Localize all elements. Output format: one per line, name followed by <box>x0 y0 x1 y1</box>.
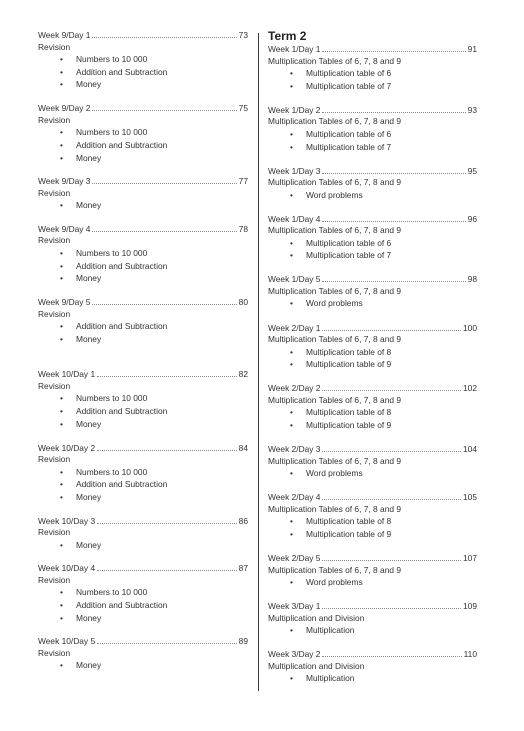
toc-entry <box>38 103 248 164</box>
toc-entry-title: Week 2/Day 5 <box>268 553 321 564</box>
toc-topic-text: Money <box>76 200 102 211</box>
toc-entry <box>268 601 477 637</box>
toc-entry-line[interactable] <box>38 516 248 528</box>
toc-topic-item <box>38 247 248 260</box>
bullet-icon: • <box>60 612 63 623</box>
toc-entry <box>268 214 477 262</box>
toc-entry-line[interactable] <box>38 30 248 42</box>
toc-dot-leader <box>97 636 237 644</box>
toc-page-number: 109 <box>463 601 477 612</box>
toc-topic-text: Addition and Subtraction <box>76 600 168 611</box>
toc-topic-text: Numbers to 10 000 <box>76 247 148 258</box>
toc-entry-subtitle: Revision <box>38 235 71 246</box>
toc-entry-subtitle: Revision <box>38 187 71 198</box>
toc-entry <box>38 30 248 91</box>
toc-topic-item <box>38 53 248 66</box>
toc-topic-list <box>268 672 477 685</box>
toc-topic-text: Addition and Subtraction <box>76 321 168 332</box>
bullet-icon: • <box>290 346 293 357</box>
toc-topic-list <box>268 624 477 637</box>
toc-entry-title: Week 1/Day 4 <box>268 213 321 224</box>
toc-entry-line[interactable] <box>268 44 477 56</box>
toc-topic-text: Addition and Subtraction <box>76 66 168 77</box>
toc-topic-item <box>38 405 248 418</box>
bullet-icon: • <box>60 66 63 77</box>
bullet-icon: • <box>60 491 63 502</box>
toc-entry-line[interactable] <box>38 224 248 236</box>
toc-dot-leader <box>92 176 236 184</box>
toc-topic-text: Numbers to 10 000 <box>76 393 148 404</box>
toc-entry-title: Week 3/Day 2 <box>268 649 321 660</box>
toc-topic-item <box>38 491 248 504</box>
toc-topic-item <box>38 139 248 152</box>
toc-right-column <box>268 30 477 697</box>
toc-topic-list <box>38 586 248 624</box>
toc-topic-text: Multiplication <box>306 673 355 684</box>
toc-topic-item <box>38 78 248 91</box>
toc-dot-leader <box>322 601 461 609</box>
toc-topic-item <box>268 80 477 93</box>
toc-topic-text: Numbers to 10 000 <box>76 54 148 64</box>
toc-page-number: 84 <box>238 442 248 453</box>
bullet-icon: • <box>60 54 63 64</box>
toc-topic-list <box>268 467 477 480</box>
toc-entry-title: Week 10/Day 3 <box>38 515 96 526</box>
toc-topic-text: Multiplication table of 8 <box>306 346 392 357</box>
toc-topic-text: Word problems <box>306 577 363 588</box>
toc-entry-subtitle: Revision <box>38 114 71 125</box>
toc-entry-subtitle: Revision <box>38 380 71 391</box>
toc-topic-text: Money <box>76 612 102 623</box>
toc-topic-item <box>268 406 477 419</box>
toc-entry-line[interactable] <box>268 553 477 565</box>
toc-entry <box>268 492 477 540</box>
toc-entry <box>268 383 477 431</box>
toc-page-number: 73 <box>238 30 248 40</box>
bullet-icon: • <box>290 407 293 418</box>
toc-topic-item <box>38 66 248 79</box>
toc-topic-list <box>268 67 477 92</box>
toc-entry-title: Week 10/Day 5 <box>38 636 96 647</box>
toc-topic-text: Addition and Subtraction <box>76 139 168 150</box>
toc-entry-line[interactable] <box>38 369 248 381</box>
toc-entry <box>38 176 248 212</box>
toc-dot-leader <box>322 166 465 174</box>
toc-entry-subtitle: Revision <box>38 308 71 319</box>
bullet-icon: • <box>60 321 63 332</box>
toc-entry-title: Week 1/Day 2 <box>268 104 321 115</box>
toc-topic-text: Money <box>76 79 102 90</box>
toc-entry-subtitle: Multiplication Tables of 6, 7, 8 and 9 <box>268 225 401 236</box>
toc-topic-text: Multiplication table of 7 <box>306 250 392 261</box>
toc-topic-text: Multiplication table of 7 <box>306 141 392 152</box>
bullet-icon: • <box>60 406 63 417</box>
toc-topic-text: Addition and Subtraction <box>76 479 168 490</box>
toc-page-number: 86 <box>238 515 248 526</box>
toc-entry-line[interactable] <box>38 563 248 575</box>
toc-page-number: 93 <box>467 104 477 115</box>
toc-topic-item <box>268 189 477 202</box>
toc-topic-item <box>268 237 477 250</box>
toc-page-number: 105 <box>463 492 477 503</box>
toc-topic-list <box>38 126 248 164</box>
toc-topic-list <box>38 320 248 345</box>
toc-dot-leader <box>92 103 236 111</box>
toc-topic-text: Money <box>76 333 102 344</box>
toc-topic-list <box>268 576 477 589</box>
toc-dot-leader <box>322 44 465 52</box>
toc-entry <box>38 224 248 285</box>
bullet-icon: • <box>60 333 63 344</box>
toc-topic-text: Addition and Subtraction <box>76 406 168 417</box>
toc-entry <box>268 44 477 92</box>
toc-page-number: 107 <box>463 553 477 564</box>
toc-topic-item <box>38 586 248 599</box>
term-heading: Term 2 <box>268 29 307 43</box>
toc-page-number: 104 <box>463 444 477 455</box>
toc-entry-title: Week 1/Day 5 <box>268 274 321 285</box>
toc-entry-title: Week 1/Day 1 <box>268 44 321 54</box>
toc-entry-title: Week 9/Day 4 <box>38 223 91 234</box>
toc-page-number: 89 <box>238 636 248 647</box>
toc-entry-title: Week 2/Day 4 <box>268 492 321 503</box>
toc-entry-line[interactable] <box>268 649 477 661</box>
toc-topic-list <box>268 128 477 153</box>
toc-entry-subtitle: Multiplication Tables of 6, 7, 8 and 9 <box>268 285 401 296</box>
toc-dot-leader <box>92 30 236 38</box>
toc-entry <box>38 636 248 672</box>
toc-entry-subtitle: Multiplication Tables of 6, 7, 8 and 9 <box>268 116 401 127</box>
toc-topic-text: Word problems <box>306 298 363 309</box>
toc-entry-subtitle: Multiplication Tables of 6, 7, 8 and 9 <box>268 55 401 66</box>
bullet-icon: • <box>290 237 293 248</box>
toc-topic-text: Multiplication table of 8 <box>306 516 392 527</box>
toc-topic-text: Multiplication table of 9 <box>306 420 392 431</box>
bullet-icon: • <box>290 189 293 200</box>
bullet-icon: • <box>60 466 63 477</box>
toc-entry-title: Week 2/Day 3 <box>268 444 321 455</box>
toc-topic-text: Word problems <box>306 468 363 479</box>
toc-entry-title: Week 9/Day 3 <box>38 176 91 187</box>
toc-topic-text: Multiplication <box>306 625 355 636</box>
toc-dot-leader <box>322 105 465 113</box>
toc-entry <box>268 274 477 310</box>
toc-topic-list <box>268 515 477 540</box>
toc-dot-leader <box>322 492 461 500</box>
toc-topic-item <box>38 612 248 625</box>
toc-entry-title: Week 2/Day 1 <box>268 322 321 333</box>
toc-topic-item <box>268 141 477 154</box>
toc-topic-item <box>268 128 477 141</box>
toc-page-number: 80 <box>238 297 248 308</box>
toc-entry-subtitle: Revision <box>38 647 71 658</box>
toc-topic-item <box>38 466 248 479</box>
toc-topic-text: Word problems <box>306 189 363 200</box>
bullet-icon: • <box>60 152 63 163</box>
toc-entry-subtitle: Multiplication Tables of 6, 7, 8 and 9 <box>268 564 401 575</box>
toc-entry-line[interactable] <box>38 443 248 455</box>
bullet-icon: • <box>60 273 63 284</box>
toc-entry-subtitle: Multiplication Tables of 6, 7, 8 and 9 <box>268 455 401 466</box>
toc-entry-line[interactable] <box>38 176 248 188</box>
toc-topic-text: Money <box>76 660 102 671</box>
toc-entry <box>268 553 477 589</box>
toc-topic-item <box>268 515 477 528</box>
toc-entry-line[interactable] <box>268 492 477 504</box>
bullet-icon: • <box>290 80 293 91</box>
toc-entry-subtitle: Multiplication Tables of 6, 7, 8 and 9 <box>268 177 401 188</box>
toc-entry <box>38 443 248 504</box>
bullet-icon: • <box>290 420 293 431</box>
toc-dot-leader <box>97 443 237 451</box>
toc-page-number: 78 <box>238 223 248 234</box>
bullet-icon: • <box>60 418 63 429</box>
toc-entry-line[interactable] <box>268 601 477 613</box>
toc-topic-item <box>268 346 477 359</box>
toc-page-number: 87 <box>238 563 248 574</box>
toc-topic-item <box>268 67 477 80</box>
bullet-icon: • <box>290 673 293 684</box>
toc-dot-leader <box>322 274 465 282</box>
toc-topic-list <box>38 53 248 91</box>
toc-topic-item <box>38 260 248 273</box>
toc-dot-leader <box>322 383 461 391</box>
toc-topic-text: Multiplication table of 9 <box>306 528 392 539</box>
toc-entry-title: Week 2/Day 2 <box>268 383 321 394</box>
toc-entry <box>268 166 477 202</box>
bullet-icon: • <box>60 660 63 671</box>
toc-entry-title: Week 9/Day 1 <box>38 30 91 40</box>
toc-topic-text: Numbers to 10 000 <box>76 587 148 598</box>
toc-entry-subtitle: Multiplication Tables of 6, 7, 8 and 9 <box>268 394 401 405</box>
toc-entry <box>268 105 477 153</box>
bullet-icon: • <box>60 127 63 138</box>
toc-topic-item <box>268 297 477 310</box>
toc-entry-subtitle: Multiplication and Division <box>268 612 365 623</box>
toc-topic-list <box>38 539 248 552</box>
toc-entry <box>38 369 248 430</box>
toc-entry-line[interactable] <box>38 636 248 648</box>
toc-entry-line[interactable] <box>268 323 477 335</box>
bullet-icon: • <box>60 587 63 598</box>
toc-topic-item <box>268 528 477 541</box>
toc-topic-item <box>38 272 248 285</box>
toc-entry-title: Week 3/Day 1 <box>268 601 321 612</box>
bullet-icon: • <box>290 141 293 152</box>
toc-topic-item <box>268 419 477 432</box>
toc-page-number: 96 <box>467 213 477 224</box>
bullet-icon: • <box>290 250 293 261</box>
toc-topic-item <box>38 418 248 431</box>
toc-entry <box>268 444 477 480</box>
toc-entry <box>38 297 248 345</box>
toc-page-number: 91 <box>467 44 477 54</box>
toc-entry-subtitle: Revision <box>38 527 71 538</box>
bullet-icon: • <box>290 625 293 636</box>
toc-entry-line[interactable] <box>268 214 477 226</box>
toc-topic-item <box>38 126 248 139</box>
bullet-icon: • <box>60 247 63 258</box>
bullet-icon: • <box>290 68 293 78</box>
toc-topic-list <box>38 466 248 504</box>
toc-dot-leader <box>92 224 236 232</box>
toc-topic-item <box>268 467 477 480</box>
toc-entry-line[interactable] <box>268 444 477 456</box>
toc-topic-list <box>38 659 248 672</box>
toc-entry-title: Week 10/Day 4 <box>38 563 96 574</box>
toc-topic-item <box>268 672 477 685</box>
toc-dot-leader <box>322 323 461 331</box>
toc-dot-leader <box>322 553 461 561</box>
toc-topic-text: Multiplication table of 7 <box>306 80 392 91</box>
toc-topic-text: Money <box>76 539 102 550</box>
bullet-icon: • <box>60 79 63 90</box>
toc-topic-item <box>38 320 248 333</box>
toc-topic-item <box>268 576 477 589</box>
toc-page-number: 75 <box>238 103 248 114</box>
toc-topic-text: Money <box>76 152 102 163</box>
bullet-icon: • <box>60 600 63 611</box>
toc-topic-item <box>38 599 248 612</box>
toc-topic-item <box>38 659 248 672</box>
toc-entry-title: Week 10/Day 1 <box>38 369 96 380</box>
toc-topic-list <box>268 237 477 262</box>
toc-topic-list <box>268 406 477 431</box>
toc-entry-subtitle: Revision <box>38 574 71 585</box>
bullet-icon: • <box>60 479 63 490</box>
toc-dot-leader <box>322 444 461 452</box>
toc-topic-list <box>268 297 477 310</box>
toc-entry-title: Week 9/Day 5 <box>38 297 91 308</box>
toc-entry-line[interactable] <box>38 297 248 309</box>
toc-entry-subtitle: Multiplication Tables of 6, 7, 8 and 9 <box>268 503 401 514</box>
toc-topic-text: Multiplication table of 8 <box>306 407 392 418</box>
toc-entry <box>268 323 477 371</box>
bullet-icon: • <box>60 260 63 271</box>
toc-entry-subtitle: Revision <box>38 41 71 52</box>
toc-page-number: 100 <box>463 322 477 333</box>
toc-entry-line[interactable] <box>268 105 477 117</box>
toc-topic-text: Money <box>76 273 102 284</box>
toc-entry-title: Week 9/Day 2 <box>38 103 91 114</box>
toc-topic-item <box>268 624 477 637</box>
toc-topic-text: Multiplication table of 9 <box>306 359 392 370</box>
toc-entry-subtitle: Revision <box>38 454 71 465</box>
bullet-icon: • <box>290 528 293 539</box>
toc-topic-text: Numbers to 10 000 <box>76 127 148 138</box>
toc-topic-list <box>38 392 248 430</box>
toc-entry-subtitle: Multiplication and Division <box>268 660 365 671</box>
bullet-icon: • <box>60 139 63 150</box>
toc-dot-leader <box>322 649 461 657</box>
toc-entry-line[interactable] <box>268 166 477 178</box>
toc-entry-line[interactable] <box>268 383 477 395</box>
toc-topic-item <box>38 478 248 491</box>
toc-page-number: 98 <box>467 274 477 285</box>
bullet-icon: • <box>60 200 63 211</box>
column-divider <box>258 33 259 691</box>
bullet-icon: • <box>290 516 293 527</box>
toc-left-column <box>38 30 248 684</box>
toc-topic-list <box>38 199 248 212</box>
toc-dot-leader <box>92 297 236 305</box>
toc-entry-title: Week 1/Day 3 <box>268 165 321 176</box>
toc-dot-leader <box>97 516 237 524</box>
bullet-icon: • <box>290 468 293 479</box>
toc-topic-list <box>38 247 248 285</box>
toc-entry <box>38 563 248 624</box>
toc-topic-item <box>268 249 477 262</box>
bullet-icon: • <box>290 359 293 370</box>
toc-topic-text: Multiplication table of 6 <box>306 68 392 78</box>
toc-topic-text: Addition and Subtraction <box>76 260 168 271</box>
toc-entry <box>38 516 248 552</box>
toc-dot-leader <box>322 214 465 222</box>
toc-topic-item <box>38 392 248 405</box>
toc-topic-text: Money <box>76 491 102 502</box>
toc-topic-text: Multiplication table of 6 <box>306 237 392 248</box>
toc-entry <box>268 649 477 685</box>
toc-topic-text: Numbers to 10 000 <box>76 466 148 477</box>
toc-page-number: 77 <box>238 176 248 187</box>
toc-topic-item <box>268 358 477 371</box>
toc-page-number: 95 <box>467 165 477 176</box>
toc-dot-leader <box>97 369 237 377</box>
bullet-icon: • <box>60 393 63 404</box>
toc-dot-leader <box>97 563 237 571</box>
toc-topic-list <box>268 189 477 202</box>
toc-topic-list <box>268 346 477 371</box>
toc-entry-title: Week 10/Day 2 <box>38 442 96 453</box>
toc-topic-item <box>38 152 248 165</box>
toc-topic-text: Multiplication table of 6 <box>306 128 392 139</box>
bullet-icon: • <box>290 298 293 309</box>
toc-topic-item <box>38 333 248 346</box>
bullet-icon: • <box>290 128 293 139</box>
toc-topic-item <box>38 539 248 552</box>
bullet-icon: • <box>60 539 63 550</box>
bullet-icon: • <box>290 577 293 588</box>
toc-topic-item <box>38 199 248 212</box>
toc-topic-text: Money <box>76 418 102 429</box>
toc-entry-subtitle: Multiplication Tables of 6, 7, 8 and 9 <box>268 334 401 345</box>
toc-page-number: 82 <box>238 369 248 380</box>
toc-entry-line[interactable] <box>38 103 248 115</box>
toc-page-number: 110 <box>463 649 477 660</box>
toc-entry-line[interactable] <box>268 274 477 286</box>
toc-page-number: 102 <box>463 383 477 394</box>
